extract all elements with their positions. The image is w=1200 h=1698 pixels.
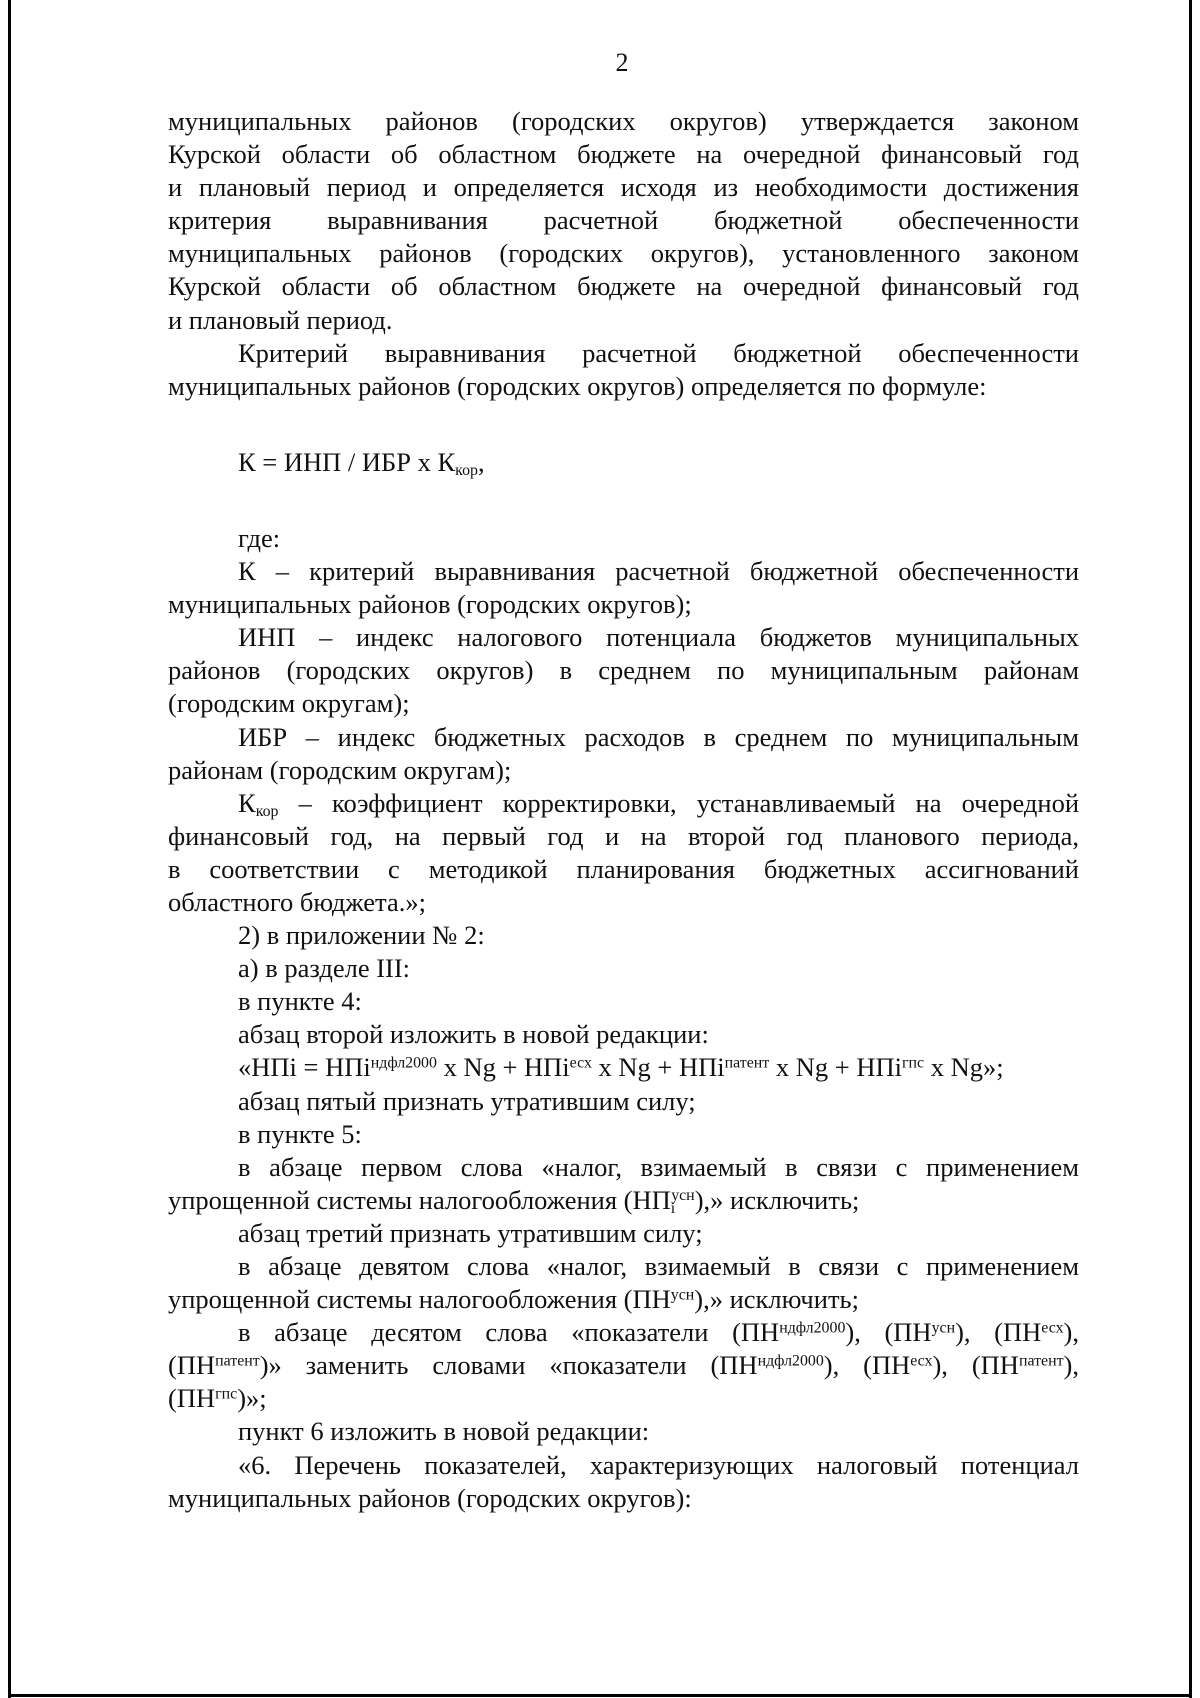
item-point-4: в пункте 4: [238, 986, 362, 1017]
text-line: Критерий выравнивания расчетной бюджетной обеспеченности [238, 337, 1079, 368]
item-abz3-void: абзац третий признать утратившим силу; [238, 1217, 703, 1248]
text-line [168, 1184, 1079, 1217]
paragraph-abz9 [168, 1250, 1079, 1316]
formula-subscript: кор [455, 461, 478, 479]
item-point6-new: пункт 6 изложить в новой редакции: [238, 1416, 650, 1447]
text-line [168, 1382, 1079, 1415]
npi-sup: ндфл2000 [370, 1054, 437, 1072]
npi-part: х Ng + НПi [769, 1052, 902, 1083]
definition-k [168, 555, 1079, 621]
text-part: ), (ПН [823, 1350, 911, 1381]
definition-inp [168, 621, 1079, 720]
text-part: упрощенной системы налогообложения (ПН [168, 1284, 671, 1315]
npi-sup: патент [724, 1054, 770, 1072]
text-line: муниципальных районов (городских округов) определяется по формуле: [168, 370, 987, 401]
text-part: ), (ПН [955, 1317, 1042, 1348]
formula-text: К = ИНП / ИБР х К [238, 446, 456, 477]
text-line: муниципальных районов (городских округов): [168, 1482, 692, 1513]
npi-part: х Ng + НПi [591, 1052, 725, 1083]
npi-sup: гпс [901, 1054, 925, 1072]
text-line: в абзаце первом слова «налог, взимаемый в связи с применением [238, 1151, 1079, 1182]
paragraph-abz1 [168, 1151, 1079, 1217]
item-abz2-new: абзац второй изложить в новой редакции: [238, 1019, 709, 1050]
text-part: (ПН [168, 1383, 216, 1414]
text-sup: патент [215, 1352, 260, 1370]
text-line: (городским округам); [168, 688, 410, 719]
document-body [168, 105, 1079, 1515]
kkor-symbol: К [238, 787, 256, 818]
formula-tail: , [477, 446, 485, 477]
paragraph-criterion-intro [168, 337, 1079, 403]
text-part: ),» исключить; [694, 1284, 859, 1315]
text-sup: гпс [215, 1385, 238, 1403]
text-part: упрощенной системы налогообложения (НП [168, 1184, 671, 1215]
text-sup: есх [910, 1352, 933, 1370]
text-sup: усн [671, 1187, 695, 1205]
text-line: в соответствии с методикой планирования бюджетных ассигнований [168, 853, 1079, 884]
paragraph-legislation-approval [168, 105, 1079, 337]
text-sup: ндфл2000 [779, 1319, 846, 1337]
text-part: ), [1063, 1350, 1079, 1381]
npi-formula [168, 1051, 1079, 1084]
text-part: )»; [237, 1383, 267, 1414]
text-line: критерия выравнивания расчетной бюджетной обеспеченности [168, 205, 1079, 236]
text-line: ИБР – индекс бюджетных расходов в среднем по муниципальным [238, 721, 1079, 752]
text-line: в абзаце девятом слова «налог, взимаемый в связи с применением [238, 1251, 1079, 1281]
text-line: муниципальных районов (городских округов); [168, 589, 692, 620]
item-point-5: в пункте 5: [238, 1118, 362, 1149]
text-line: и плановый период и определяется исходя из необходимости достижения [168, 172, 1079, 203]
text-sup: ндфл2000 [757, 1352, 824, 1370]
text-line: ИНП – индекс налогового потенциала бюджетов муниципальных [238, 622, 1079, 653]
text-sub: i [670, 1199, 676, 1217]
item-appendix-2: 2) в приложении № 2: [238, 920, 485, 951]
text-part: ), [1063, 1317, 1079, 1348]
page-border-right [1189, 0, 1192, 1698]
where-label: где: [238, 522, 281, 553]
text-sup: усн [670, 1286, 695, 1304]
text-line: Курской области об областном бюджете на очередной финансовый год [168, 271, 1079, 302]
page-border-left [8, 0, 11, 1698]
text-part: ),» исключить; [694, 1184, 860, 1215]
text-line [168, 1283, 1079, 1316]
item-section-3: а) в разделе III: [238, 953, 411, 984]
text-line: финансовый год, на первый год и на второй год планового периода, [168, 820, 1079, 851]
kkor-subscript: кор [255, 802, 279, 820]
npi-part: х Ng + НПi [436, 1052, 570, 1083]
text-part: (ПН [168, 1350, 216, 1381]
text-part: ), (ПН [845, 1317, 932, 1348]
npi-part: х Ng»; [924, 1052, 1004, 1083]
page-number: 2 [615, 48, 629, 77]
text-part: в абзаце десятом слова «показатели (ПН [238, 1317, 780, 1348]
paragraph-abz10 [168, 1316, 1079, 1415]
definition-kkor [168, 787, 1079, 919]
npi-part: «НПi = НПi [238, 1052, 371, 1083]
text-line: Курской области об областном бюджете на очередной финансовый год [168, 139, 1079, 170]
text-line [168, 1349, 1079, 1382]
text-sup: усн [931, 1319, 956, 1337]
text-line [168, 1316, 1079, 1349]
text-line: районам (городским округам); [168, 754, 512, 785]
text-line [168, 787, 1079, 820]
kkor-text: – коэффициент корректировки, устанавливаемый на очередной [278, 787, 1079, 818]
text-line: К – критерий выравнивания расчетной бюджетной обеспеченности [238, 556, 1079, 587]
text-line: «6. Перечень показателей, характеризующих налоговый потенциал [238, 1449, 1079, 1480]
criterion-formula [168, 446, 1079, 479]
text-line: и плановый период. [168, 304, 393, 335]
text-line: муниципальных районов (городских округов), установленного законом [168, 238, 1079, 269]
text-sup: патент [1018, 1352, 1064, 1370]
definition-ibr [168, 721, 1079, 787]
text-part: ), (ПН [932, 1350, 1019, 1381]
text-line: областного бюджета.»; [168, 886, 426, 917]
item-abz5-void: абзац пятый признать утратившим силу; [238, 1085, 696, 1116]
text-line: районов (городских округов) в среднем по муниципальным районам [168, 655, 1079, 686]
text-line: муниципальных районов (городских округов) утверждается законом [168, 106, 1079, 136]
page-border-bottom [8, 1694, 1192, 1697]
text-part: )» заменить словами «показатели (ПН [259, 1350, 758, 1381]
npi-sup: есх [569, 1054, 592, 1072]
paragraph-point6 [168, 1449, 1079, 1515]
text-sup: есх [1041, 1319, 1064, 1337]
